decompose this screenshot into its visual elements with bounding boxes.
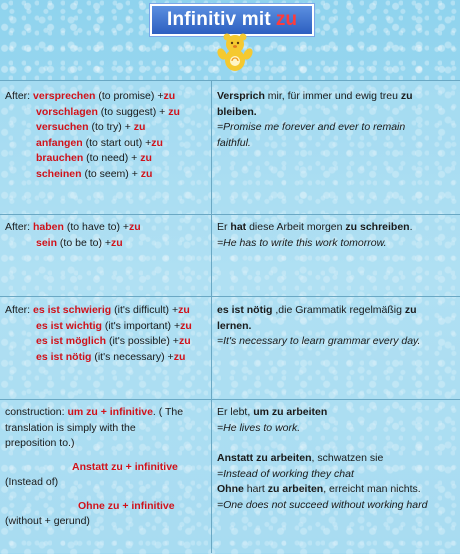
column-divider [211, 214, 212, 296]
example-text: ,die Grammatik regelmäßig [272, 304, 405, 316]
care-bear-icon [216, 32, 254, 72]
gloss: (to suggest) + [97, 105, 169, 118]
zu-marker: zu [178, 304, 190, 316]
gloss: (to have to) + [63, 221, 130, 233]
column-divider [211, 296, 212, 399]
translation: =He lives to work. [217, 421, 301, 434]
example-infinitive: lernen. [217, 319, 252, 332]
example-text: Er [217, 221, 231, 233]
verb: vorschlagen [36, 105, 98, 118]
title-zu: zu [275, 9, 298, 30]
construction-note: . ( The [152, 406, 184, 418]
gloss: (it's important) + [101, 319, 181, 332]
title-text: Infinitiv mit [166, 9, 271, 30]
example-infinitive: zu schreiben [345, 221, 410, 233]
construction-label: construction: [5, 406, 68, 418]
translation: =It's necessary to learn grammar every day. [217, 335, 421, 347]
verb: haben [33, 221, 64, 233]
column-divider [211, 399, 212, 553]
example-verb: es ist nötig [217, 304, 273, 316]
section2-right [217, 220, 457, 251]
section1-left [5, 89, 210, 182]
example-text: mir, für immer und ewig treu [264, 90, 401, 102]
zu-marker: zu [168, 105, 180, 118]
example-text: diese Arbeit morgen [246, 221, 346, 233]
gloss: (to try) + [88, 121, 134, 133]
construction-anstatt-zu: Anstatt zu + infinitive [72, 460, 178, 473]
verb: sein [36, 236, 58, 249]
example-infinitive: bleiben. [217, 105, 257, 118]
translation: =One does not succeed without working hard [217, 498, 428, 511]
verb: versuchen [36, 121, 89, 133]
verb: es ist wichtig [36, 319, 102, 332]
example-text: Er lebt, [217, 406, 254, 418]
gloss: (it's necessary) + [91, 350, 174, 363]
zu-marker: zu [163, 90, 176, 102]
zu-marker: zu [129, 221, 141, 233]
zu-marker: zu [151, 136, 163, 149]
example-verb: hat [230, 221, 247, 233]
gloss: (to promise) + [95, 90, 164, 102]
example-infinitive: Anstatt zu arbeiten [217, 452, 312, 464]
example-text: , erreicht man nichts. [323, 483, 421, 495]
after-label: After: [5, 221, 31, 233]
verb: scheinen [36, 167, 82, 180]
verb: brauchen [36, 152, 84, 164]
verb: anfangen [36, 136, 83, 149]
translation: faithful. [217, 136, 251, 149]
construction-note: preposition to.) [5, 437, 75, 449]
gloss: (it's difficult) + [111, 304, 179, 316]
construction-ohne-zu: Ohne zu + infinitive [78, 499, 175, 512]
example-zu: zu [404, 304, 417, 316]
gloss: (it's possible) + [106, 335, 179, 347]
zu-marker: zu [178, 335, 191, 347]
section1-right [217, 89, 457, 151]
section3-right [217, 303, 457, 350]
section4-left [5, 405, 210, 530]
gloss: (to be to) + [57, 236, 112, 249]
section3-left [5, 303, 210, 365]
gloss: (to need) + [83, 152, 141, 164]
verb: es ist nötig [36, 350, 92, 363]
gloss: (to seem) + [81, 167, 141, 180]
example-text: . [409, 221, 413, 233]
column-divider [211, 80, 212, 214]
translation: =Instead of working they chat [217, 467, 354, 480]
construction-gloss: (Instead of) [5, 476, 59, 488]
translation: =Promise me forever and ever to remain [217, 121, 406, 133]
zu-marker: zu [173, 350, 186, 363]
example-text: , schwatzen sie [311, 452, 384, 464]
zu-marker: zu [140, 167, 153, 180]
section4-right [217, 405, 457, 513]
verb: versprechen [33, 90, 96, 102]
section2-left [5, 220, 210, 251]
translation: =He has to write this work tomorrow. [217, 236, 387, 249]
after-label: After: [5, 304, 31, 316]
zu-marker: zu [133, 121, 146, 133]
construction-gloss: (without + gerund) [5, 515, 90, 527]
example-verb: Versprich [217, 90, 265, 102]
example-infinitive: um zu arbeiten [253, 406, 328, 418]
verb: es ist schwierig [33, 304, 112, 316]
verb: es ist möglich [36, 335, 107, 347]
example-text: hart [243, 483, 268, 495]
example-verb: Ohne [217, 483, 244, 495]
construction-note: translation is simply with the [5, 421, 136, 434]
after-label: After: [5, 90, 31, 102]
example-infinitive: zu arbeiten [267, 483, 324, 495]
zu-marker: zu [111, 236, 123, 249]
zu-marker: zu [180, 319, 192, 332]
construction-um-zu: um zu + infinitive [67, 406, 153, 418]
zu-marker: zu [140, 152, 152, 164]
example-zu: zu [400, 90, 413, 102]
gloss: (to start out) + [82, 136, 152, 149]
